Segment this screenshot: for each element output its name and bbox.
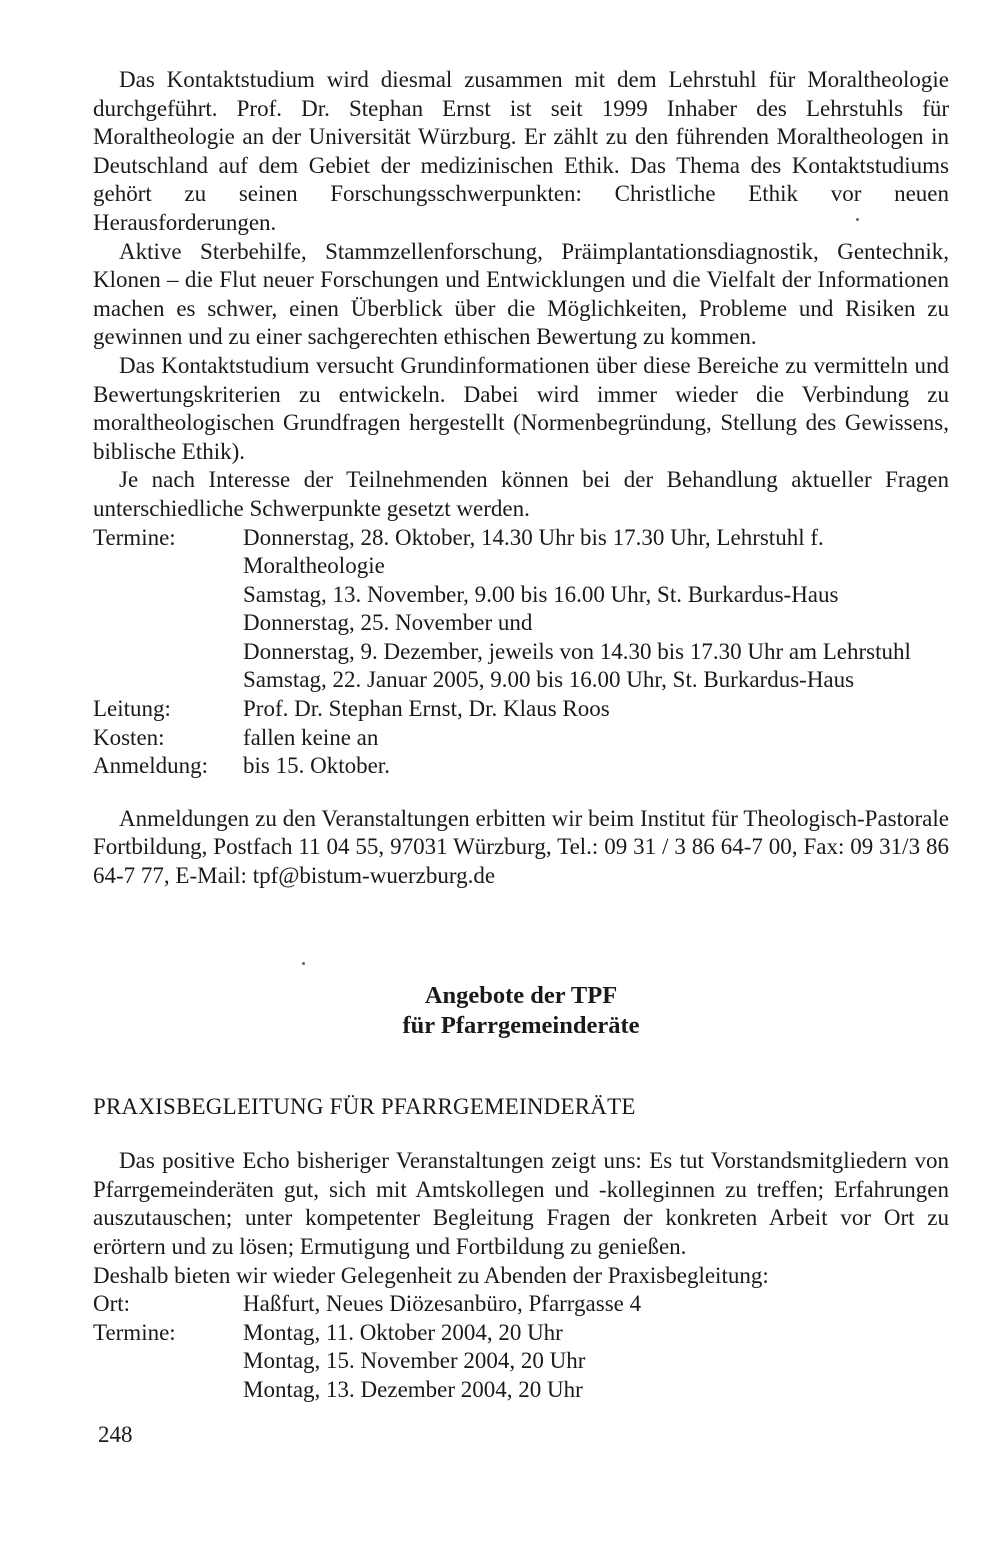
termine-values [243, 524, 949, 696]
section-heading: Angebote der TPF [424, 981, 618, 1009]
ort-value: Haßfurt, Neues Diözesanbüro, Pfarrgasse 4 [243, 1291, 642, 1317]
kosten-value: fallen keine an [243, 724, 379, 750]
ort-label: Ort: [93, 1291, 131, 1317]
anmeldung-value: bis 15. Oktober. [243, 753, 390, 779]
paragraph-goals: Das Kontaktstudium versucht Grundinformationen über diese Bereiche zu vermitteln und Bewertungskriterien zu entwickeln. Dabei wird immer wieder die Verbindung zu moraltheologischen Grundfragen hergestellt (Normenbegründung, Stellung des Gewissens, biblische Ethik). [93, 352, 949, 464]
leitung-value: Prof. Dr. Stephan Ernst, Dr. Klaus Roos [243, 696, 610, 722]
document-page [93, 66, 949, 1405]
praxis-termine-values [243, 1319, 949, 1405]
leitung-row [93, 695, 949, 724]
paragraph-focus: Je nach Interesse der Teilnehmenden können bei der Behandlung aktueller Fragen unterschiedliche Schwerpunkte gesetzt werden. [93, 467, 949, 521]
praxis-termine-row [93, 1319, 949, 1405]
kosten-label: Kosten: [93, 724, 165, 750]
praxis-details [93, 1290, 949, 1404]
termin-date: Samstag, 13. November, 9.00 bis 16.00 Uhr, St. Burkardus-Haus [243, 581, 839, 607]
page-number: 248 [98, 1422, 133, 1447]
section-heading-sub: für Pfarrgemeinderäte [402, 1011, 640, 1039]
paragraph-praxis: Das positive Echo bisheriger Veranstaltungen zeigt uns: Es tut Vorstandsmitgliedern von Pfarrgemeinderäten gut, sich mit Amtskollegen und -kolleginnen zu treffen; Erfahrungen auszutauschen; unter kompetenter Begleitung Fragen der konkreten Arbeit vor Ort zu erörtern und zu lösen; Ermutigung und Fortbildung zu genießen. [93, 1148, 949, 1259]
praxis-termine-label: Termine: [93, 1319, 176, 1345]
registration-note: Anmeldungen zu den Veranstaltungen erbitten wir beim Institut für Theologisch-Pastorale Fortbildung, Postfach 11 04 55, 97031 Würzburg, Tel.: 09 31 / 3 86 64-7 00, Fax: 09 31/3 86 64-7 77, E-Mail: tpf@bistum-wuerzburg.de [93, 805, 949, 889]
section-subheading: PRAXISBEGLEITUNG FÜR PFARRGEMEINDERÄTE [93, 1093, 636, 1119]
anmeldung-row [93, 752, 949, 781]
termine-label: Termine: [93, 524, 176, 550]
termin-date: Montag, 13. Dezember 2004, 20 Uhr [243, 1376, 583, 1402]
event-details [93, 524, 949, 781]
scan-speck [302, 962, 305, 965]
termin-date: Donnerstag, 9. Dezember, jeweils von 14.30 bis 17.30 Uhr am Lehrstuhl [243, 638, 911, 664]
ort-row [93, 1290, 949, 1319]
termin-date: Montag, 15. November 2004, 20 Uhr [243, 1348, 586, 1374]
scan-speck [856, 218, 859, 221]
anmeldung-label: Anmeldung: [93, 753, 208, 779]
paragraph-topics: Aktive Sterbehilfe, Stammzellenforschung, Präimplantationsdiagnostik, Gentechnik, Klonen – die Flut neuer Forschungen und Entwicklungen und die Vielfalt der Informationen machen es schwer, einen Überblick über die Möglichkeiten, Probleme und Risiken zu gewinnen und zu einer sachgerechten ethischen Bewertung zu kommen. [93, 238, 949, 350]
termin-date: Montag, 11. Oktober 2004, 20 Uhr [243, 1319, 563, 1345]
termin-date: Donnerstag, 25. November und [243, 610, 533, 636]
termine-row [93, 524, 949, 696]
kosten-row [93, 724, 949, 753]
paragraph-intro: Das Kontaktstudium wird diesmal zusammen mit dem Lehrstuhl für Moraltheologie durchgeführt. Prof. Dr. Stephan Ernst ist seit 1999 Inhaber des Lehrstuhls für Moraltheologie an der Universität Würzburg. Er zählt zu den führenden Moraltheologen in Deutschland auf dem Gebiet der medizinischen Ethik. Das Thema des Kontaktstudiums gehört zu seinen Forschungsschwerpunkten: Christliche Ethik vor neuen Herausforderungen. [93, 67, 949, 235]
leitung-label: Leitung: [93, 696, 171, 722]
termin-date: Donnerstag, 28. Oktober, 14.30 Uhr bis 17.30 Uhr, Lehrstuhl f. Moraltheologie [243, 524, 824, 579]
paragraph-praxis-intro: Deshalb bieten wir wieder Gelegenheit zu Abenden der Praxisbegleitung: [93, 1262, 769, 1288]
termin-date: Samstag, 22. Januar 2005, 9.00 bis 16.00 Uhr, St. Burkardus-Haus [243, 667, 855, 693]
